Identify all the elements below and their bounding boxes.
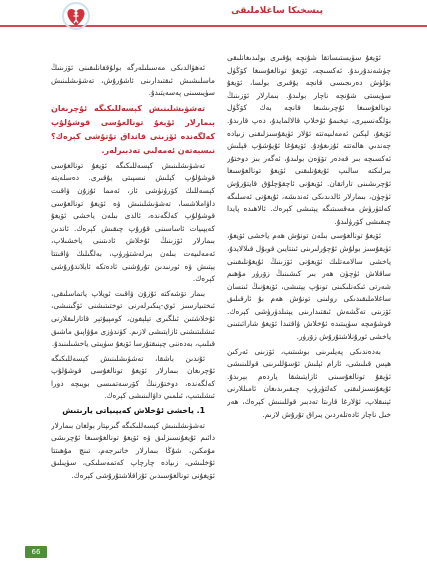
page-header-title: پىسخىكا ساغلاملىقى [231,6,323,16]
page-number: 66 [25,546,47,558]
paragraph: تەشۋىشلىنىش كېسەللىكىگە ئۆيغۇ تونالغۇسى قوشۇلۇپ كېلىش نىسپىتى يۇقىرى. دەسلەپتە كېسەللىك كۆرۈنۈشى ئاز، ئەمما ئۇزۇن ۋاقىت داۋاملاشسا، تەشۋىشلىنىش ۋە ئۆيغۇ تونالغۇسى قوشۇلۇپ كەلگەندە، ئالدى بىلەن ياخشى ئۆيغۇ كەيپىيات ئاساسىنى قۇرۇپ چىقىش كېرەك. ئاندىن بىمارلار ئۆزىنىڭ ئۇخلاش ئادىتىنى ياخشىلاپ، ئەمەلىيەت بىلەن بىرلەشتۈرۈپ، بەلگىلىك ۋاقىتتا يېتىش ۋە ئورنىدىن تۇرۇشنى ئادەتكە ئايلاندۇرۇشى كېرەك. [51,160,215,284]
article-body [51,52,391,522]
left-column [51,62,215,522]
heart-logo-icon [56,1,96,31]
paragraph: تەشۋىشلىنىش كېسەللىكىگە گىرىپتار بولغان بىمارلار دائىم ئۇيغۇنسىزلىق ۋە ئۆيغۇ تونالغۇسىغا ئۇچرىشى مۇمكىن، شۇڭا بىمارلار خاتىرجەم، تىنچ مۇھىتتا ئۇخلىشى، زىيادە چارچاپ كەتمەسلىكى، سۈيىلىق ئۆيغۇنى تونالغۇسىدىن ئۇزاقلاشتۇرۇشى كېرەك. [51,420,215,481]
paragraph: ئۆيغۇ تونالغۇسى بىلەن تونۇش ھەم ياخشى ئۆيغۇ، ئۈيقۇسىز بولۇش ئۇچۇرلىرىنى ئىنتايىن قوبۇل قىلالايدۇ، ياخشى سالامەتلىك ئۆيغۇنى ئۆزىنىڭ ئۇيغۇنلىقىنى ساقلاش ئۈچۈن ھەر بىر كىشىنىڭ زۆرۈر مۇھىم شەرتى ئىكەنلىكىنى تونۇپ يېتىشى، ئۆيغۇنىڭ ئىنسان ساغلاملىقىدىكى رولىنى تونۇش ھەم بۇ ئارقىلىق ئۆزىنى تەڭشەش ئىقتىدارىنى يېتىلدۈرۈشى كېرەك. قوشۇمچە سۈپىتىدە ئۇخلاش ۋاقتىدا ئۆيغۇ شارائىتىنى ياخشى ئورۇنلاشتۇرۇش زۆرۈر. [227,231,391,342]
paragraph: بەدەندىكى پەيلىرىنى بوشىتىپ، ئۆزىنى ئەركىن ھېس قىلىشى، ئارام ئېلىش ئۇسۇللىرىنى قوللىنىشى ئۈيقۇ تونالغۇسىنى ئازايتىشقا ياردەم بېرىدۇ. ئۇيغۇنسىزلىقنى كەلتۈرۈپ چىقىرىدىغان ئامىللارنى ئېنىقلاپ، ئۇلارغا قارىتا تەدبىر قوللىنىش كېرەك، ھەر خىل ناچار ئادەتلەردىن يىراق تۇرۇش لازىم. [227,346,391,419]
paragraph: ئۆيغۇ سۈيستىساتقا شۇنچە يۇقىرى بولىدىغانلىقى چۈشەندۇرىدۇ. ئەكسىچە، ئۆيغۇ تونالغۇسىغا كۆڭۈل بۆلۈش دەرىجىسى قانچە يۇقىرى بولسا، ئۆيغۇ سۈيستى شۇنچە ناچار بولىدۇ. بىمارلار ئۆزىنىڭ تونالغۇسىغا ئۇچرىشىغا قانچە بەك كۆڭۈل بۆلگەنسېرى، تېخىمۇ ئۈخلاپ قالالمايدۇ، دەپ قارىدۇ. ئۆيغۇ، لېكىن ئەمەلىيەتتە ئۇلار ئۈيقۇسىزلىقنى زىيادە چەندىي ھالەتتە ئۇزىغۇدۇ. ئۆيغۇغا ئۇيۇشۇپ قېلىش ئەكسىچە بىر قەدەر تۆۋەن بولىدۇ، ئەگەر بىز دوختۇر بىرلىكتە سالىپ ئۇيغۇنلىقنى ئۆيغۇ تونالغۇسىغا ئۇچرىشىنى تاراتقان. ئۆيغۇنى ئاچقۇچلۇق قايتۇرۇش ئۈچۈن، بىمارلار ئالدىدىكى ئەندىشە، ئۇيغۇنى ئەسلىگە كەلتۈرۈش مەقسىتىگە يېتىشى كېرەك. ئالاھىدە پايدا چىقىشى كۆرۈلىدۇ. [227,53,391,226]
paragraph: بىمار تۆشەكتە ئۇزۇن ۋاقىت ئويلاپ ياتماسلىقى، ئىختىيارسىز ئوي-پىكىرلەرنى توختىتىشنى ئۆگىنىشى، ئۇخلاشتىن ئىلگىرى تېلېفون، كومپيۇتېر قاتارلىقلارنى ئىشلىتىشنى ئازايتىشى لازىم. كۈندۈزى مۇۋاپىق ماشىق قىلىپ، بەدەننى چېنىقتۇرسا ئۆيغۇ سۈپىتى ياخشىلىنىدۇ. [51,288,215,349]
intro-paragraph: ئەھۋالدىكى مەسىلىلەرگە بولۇققانلىقىنى ئۆزىنىڭ ماسلىشىش ئىقتىدارىنى ئاشۇرۇش، تەشۋىشلىنىش سۈيىسىنى پەسەيتىدۇ. [51,63,215,98]
section-subheading: 1. ياخشى ئۇخلاش كەيپىياتى يارىتىش [62,406,205,416]
paragraph: ئۇندىن باشقا، تەشۋىشلىنىش كېسەللىكىگە ئۇچرىغان بىمارلار ئۆيغۇ تونالغۇسى قوشۇلۇپ كەلگەندە، دوختۇرنىڭ كۆرسەتمىسى بويىچە دورا ئىشلىتىپ، ئىلمىي داۋالىنىشى كېرەك. [51,353,215,401]
highlight-heading: تەشۋىشلىنىش كېسەللىكىگە ئۇچرىغان بىمارلار ئۆيغۇ تونالغۇسى قوشۇلۇپ كەلگەندە ئۆزىنى قانداق تۇتۇشى كېرەك؟ نىسبەتەن ئەمەلىي تەدبىرلەر. [51,103,215,155]
right-column [227,52,391,522]
